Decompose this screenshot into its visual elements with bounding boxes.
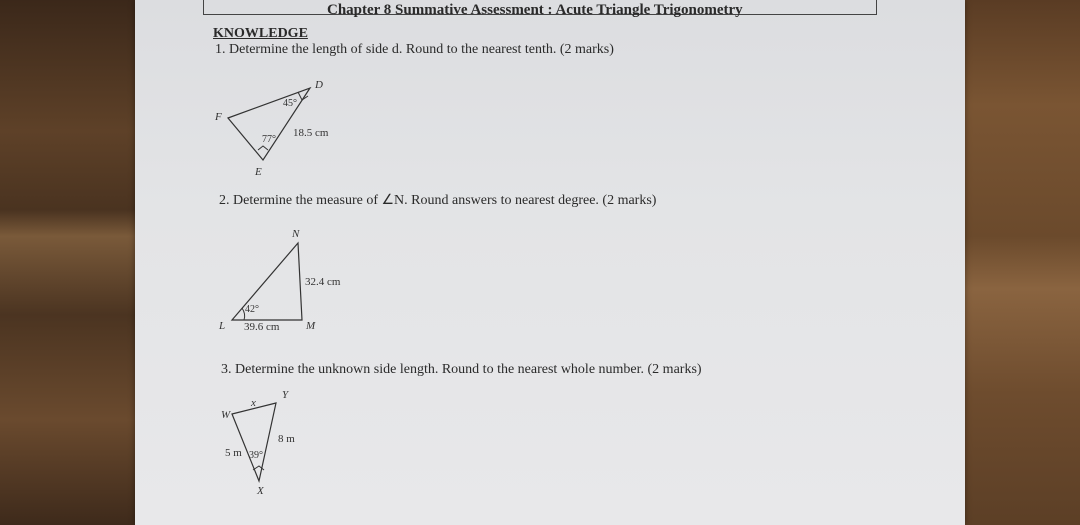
side-label-lm: 39.6 cm [244,321,280,333]
question-3-text: 3. Determine the unknown side length. Round to the nearest whole number. (2 marks) [221,362,702,377]
section-heading: KNOWLEDGE [213,26,308,41]
side-label-yx: 8 m [278,433,295,445]
side-label-de: 18.5 cm [293,127,329,139]
vertex-label-e: E [255,166,262,178]
angle-label-d: 45° [283,98,297,109]
figure-3-triangle [221,389,295,497]
triangle-fde [228,88,310,160]
vertex-label-x: X [257,485,264,497]
side-label-wy: x [251,397,256,409]
vertex-label-d: D [315,79,323,91]
angle-label-e: 77° [262,134,276,145]
vertex-label-w: W [221,409,231,421]
question-1-text: 1. Determine the length of side d. Round to the nearest tenth. (2 marks) [215,42,614,57]
figure-1-triangle [214,79,329,178]
angle-label-x: 39° [249,450,263,461]
vertex-label-l: L [219,320,226,332]
vertex-label-y: Y [282,389,289,401]
angle-label-l: 42° [245,304,259,315]
vertex-label-f: F [215,111,222,123]
side-label-nm: 32.4 cm [305,276,341,288]
vertex-label-n: N [292,228,300,240]
vertex-label-m: M [306,320,316,332]
figure-2-triangle [218,228,341,333]
question-2-text: 2. Determine the measure of ∠N. Round answers to nearest degree. (2 marks) [219,193,657,208]
document-title: Chapter 8 Summative Assessment : Acute Triangle Trigonometry [327,2,743,18]
side-label-wx: 5 m [225,447,242,459]
angle-marker-e [258,146,268,150]
